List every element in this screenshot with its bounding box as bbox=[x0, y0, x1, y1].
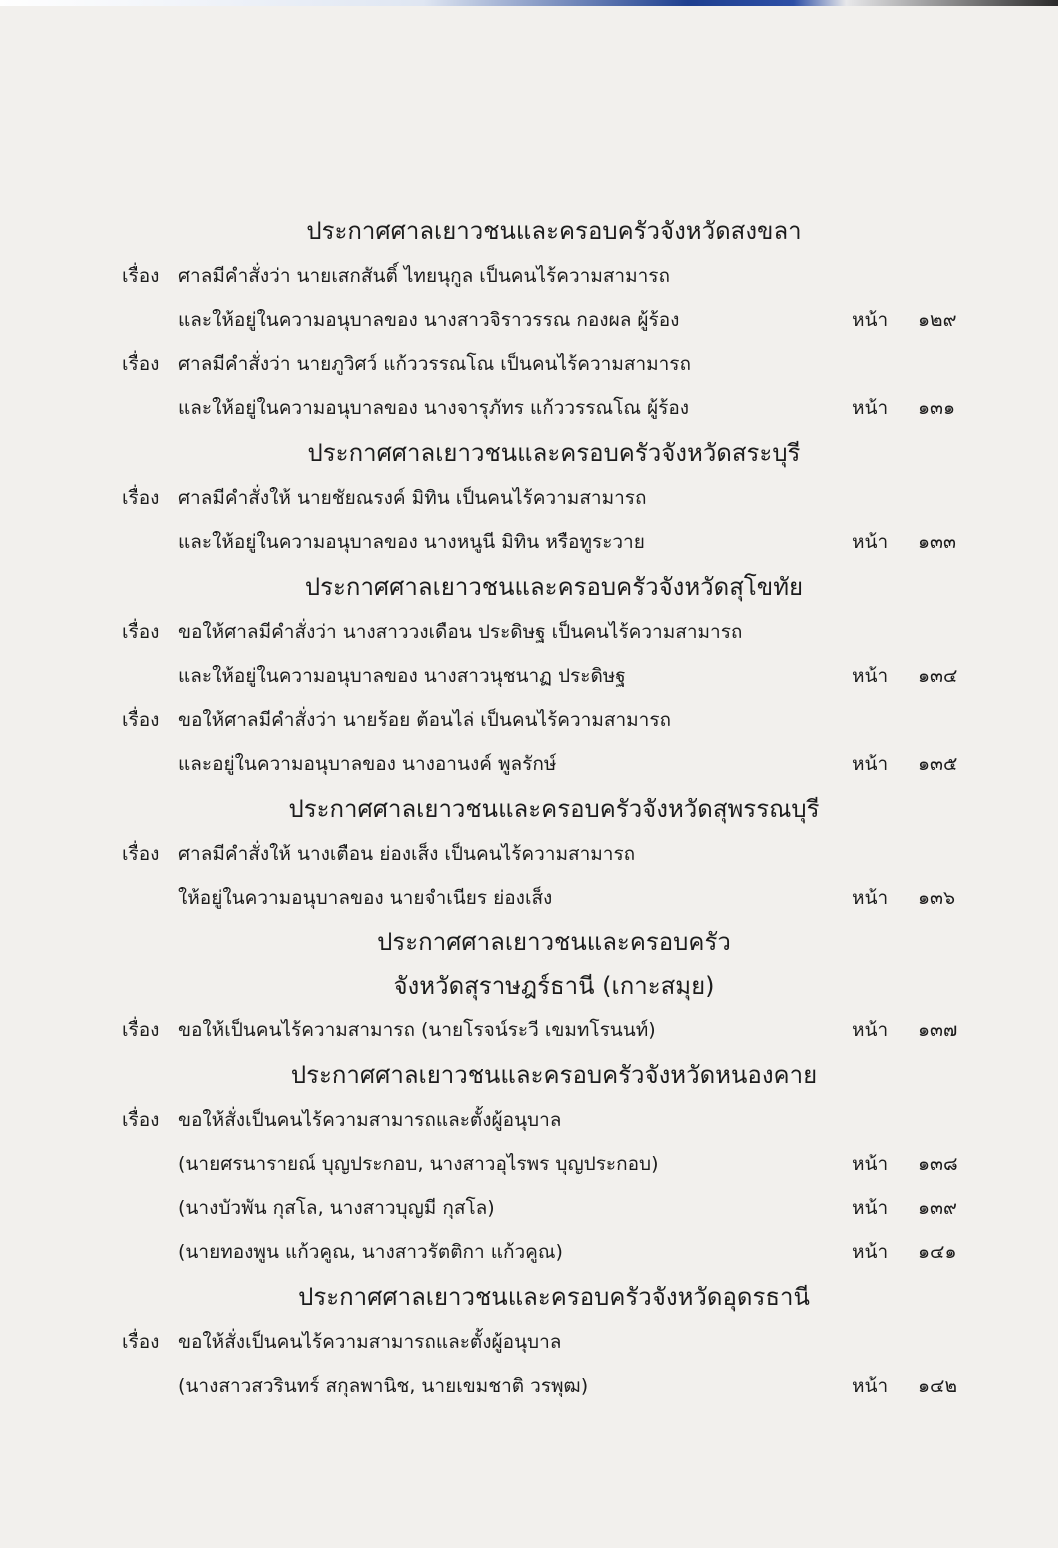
page-label: หน้า bbox=[852, 397, 889, 419]
section-heading bbox=[0, 1052, 1058, 1098]
section-heading-line: ประกาศศาลเยาวชนและครอบครัวจังหวัดสุโขทัย bbox=[304, 573, 804, 601]
toc-entry-line bbox=[0, 1230, 1058, 1274]
entry-label: เรื่อง bbox=[122, 487, 160, 509]
section-heading-line: ประกาศศาลเยาวชนและครอบครัวจังหวัดสุพรรณบุรี bbox=[288, 795, 820, 823]
entry-text: (นางบัวพัน กุสโล, นางสาวบุญมี กุสโล) bbox=[178, 1197, 495, 1219]
section-heading bbox=[0, 920, 1058, 1008]
page-label: หน้า bbox=[852, 1153, 889, 1175]
toc-entry-line bbox=[0, 298, 1058, 342]
page-label: หน้า bbox=[852, 1019, 889, 1041]
page-label: หน้า bbox=[852, 1375, 889, 1397]
toc-entry-line bbox=[0, 520, 1058, 564]
toc-entry-line bbox=[0, 610, 1058, 654]
section-heading-line: จังหวัดสุราษฎร์ธานี (เกาะสมุย) bbox=[393, 972, 715, 1000]
entry-text: ศาลมีคำสั่งว่า นายเสกสันติ์ ไทยนุกูล เป็นคนไร้ความสามารถ bbox=[178, 265, 671, 287]
entry-text: และให้อยู่ในความอนุบาลของ นางสาวนุชนาฏ ประดิษฐ bbox=[178, 665, 626, 687]
toc-entry-line bbox=[0, 654, 1058, 698]
page-label: หน้า bbox=[852, 665, 889, 687]
entry-text: ขอให้เป็นคนไร้ความสามารถ (นายโรจน์ระวี เขมทโรนนท์) bbox=[178, 1019, 656, 1041]
page-number: ๑๓๓ bbox=[918, 531, 957, 553]
toc-entry-line bbox=[0, 876, 1058, 920]
toc-entry-line bbox=[0, 386, 1058, 430]
section-heading-line: ประกาศศาลเยาวชนและครอบครัวจังหวัดสงขลา bbox=[306, 217, 802, 245]
entry-text: (นายทองพูน แก้วคูณ, นางสาวรัตติกา แก้วคูณ) bbox=[178, 1241, 563, 1263]
entry-label: เรื่อง bbox=[122, 843, 160, 865]
entry-text: ศาลมีคำสั่งให้ นางเตือน ย่องเส็ง เป็นคนไร้ความสามารถ bbox=[178, 843, 636, 865]
entry-text: และให้อยู่ในความอนุบาลของ นางจารุภัทร แก้ววรรณโณ ผู้ร้อง bbox=[178, 397, 690, 419]
page-number: ๑๓๔ bbox=[918, 665, 958, 687]
toc-entry-line bbox=[0, 1142, 1058, 1186]
page-number: ๑๔๒ bbox=[918, 1375, 957, 1397]
toc-entry-line bbox=[0, 1186, 1058, 1230]
toc-entry-line bbox=[0, 1008, 1058, 1052]
page-top-edge bbox=[0, 0, 1058, 6]
entry-text: ให้อยู่ในความอนุบาลของ นายจำเนียร ย่องเส็ง bbox=[178, 887, 553, 909]
entry-text: ศาลมีคำสั่งให้ นายชัยณรงค์ มิทิน เป็นคนไร้ความสามารถ bbox=[178, 487, 647, 509]
table-of-contents bbox=[0, 208, 1058, 1408]
entry-text: ขอให้สั่งเป็นคนไร้ความสามารถและตั้งผู้อนุบาล bbox=[178, 1109, 562, 1131]
section-heading-line: ประกาศศาลเยาวชนและครอบครัวจังหวัดหนองคาย bbox=[290, 1061, 818, 1089]
toc-entry-line bbox=[0, 742, 1058, 786]
page-number: ๑๓๗ bbox=[918, 1019, 958, 1041]
section-heading bbox=[0, 564, 1058, 610]
section-heading-line: ประกาศศาลเยาวชนและครอบครัวจังหวัดสระบุรี bbox=[307, 439, 801, 467]
entry-text: และให้อยู่ในความอนุบาลของ นางหนูนี มิทิน หรือทูระวาย bbox=[178, 531, 645, 553]
section-heading bbox=[0, 208, 1058, 254]
page-number: ๑๓๕ bbox=[918, 753, 958, 775]
entry-label: เรื่อง bbox=[122, 353, 160, 375]
entry-label: เรื่อง bbox=[122, 1331, 160, 1353]
page-label: หน้า bbox=[852, 887, 889, 909]
entry-label: เรื่อง bbox=[122, 709, 160, 731]
entry-label: เรื่อง bbox=[122, 1109, 160, 1131]
section-heading-line: ประกาศศาลเยาวชนและครอบครัวจังหวัดอุดรธานี bbox=[298, 1283, 810, 1311]
page-number: ๑๒๙ bbox=[918, 309, 957, 331]
entry-label: เรื่อง bbox=[122, 1019, 160, 1041]
section-heading bbox=[0, 786, 1058, 832]
page-number: ๑๓๑ bbox=[918, 397, 956, 419]
entry-text: (นายศรนารายณ์ บุญประกอบ, นางสาวอุไรพร บุญประกอบ) bbox=[178, 1153, 659, 1175]
entry-text: (นางสาวสวรินทร์ สกุลพานิช, นายเขมชาติ วรพุฒ) bbox=[178, 1375, 589, 1397]
entry-text: และให้อยู่ในความอนุบาลของ นางสาวจิราวรรณ กองผล ผู้ร้อง bbox=[178, 309, 680, 331]
entry-text: ขอให้ศาลมีคำสั่งว่า นายร้อย ต้อนไล่ เป็นคนไร้ความสามารถ bbox=[178, 709, 672, 731]
page-number: ๑๓๘ bbox=[918, 1153, 958, 1175]
entry-text: ขอให้สั่งเป็นคนไร้ความสามารถและตั้งผู้อนุบาล bbox=[178, 1331, 562, 1353]
section-heading-line: ประกาศศาลเยาวชนและครอบครัว bbox=[377, 928, 731, 956]
section-heading bbox=[0, 1274, 1058, 1320]
toc-entry-line bbox=[0, 254, 1058, 298]
toc-entry-line bbox=[0, 342, 1058, 386]
entry-text: และอยู่ในความอนุบาลของ นางอานงค์ พูลรักษ์ bbox=[178, 753, 557, 775]
page-label: หน้า bbox=[852, 531, 889, 553]
toc-entry-line bbox=[0, 1098, 1058, 1142]
entry-text: ศาลมีคำสั่งว่า นายภูวิศว์ แก้ววรรณโณ เป็นคนไร้ความสามารถ bbox=[178, 353, 692, 375]
toc-entry-line bbox=[0, 698, 1058, 742]
page-number: ๑๓๖ bbox=[918, 887, 956, 909]
toc-entry-line bbox=[0, 1364, 1058, 1408]
toc-entry-line bbox=[0, 476, 1058, 520]
page-label: หน้า bbox=[852, 1197, 889, 1219]
entry-label: เรื่อง bbox=[122, 621, 160, 643]
page-label: หน้า bbox=[852, 309, 889, 331]
toc-entry-line bbox=[0, 1320, 1058, 1364]
section-heading bbox=[0, 430, 1058, 476]
entry-text: ขอให้ศาลมีคำสั่งว่า นางสาววงเดือน ประดิษฐ เป็นคนไร้ความสามารถ bbox=[178, 621, 743, 643]
toc-entry-line bbox=[0, 832, 1058, 876]
page-label: หน้า bbox=[852, 753, 889, 775]
page-number: ๑๓๙ bbox=[918, 1197, 957, 1219]
page-number: ๑๔๑ bbox=[918, 1241, 957, 1263]
page-label: หน้า bbox=[852, 1241, 889, 1263]
entry-label: เรื่อง bbox=[122, 265, 160, 287]
